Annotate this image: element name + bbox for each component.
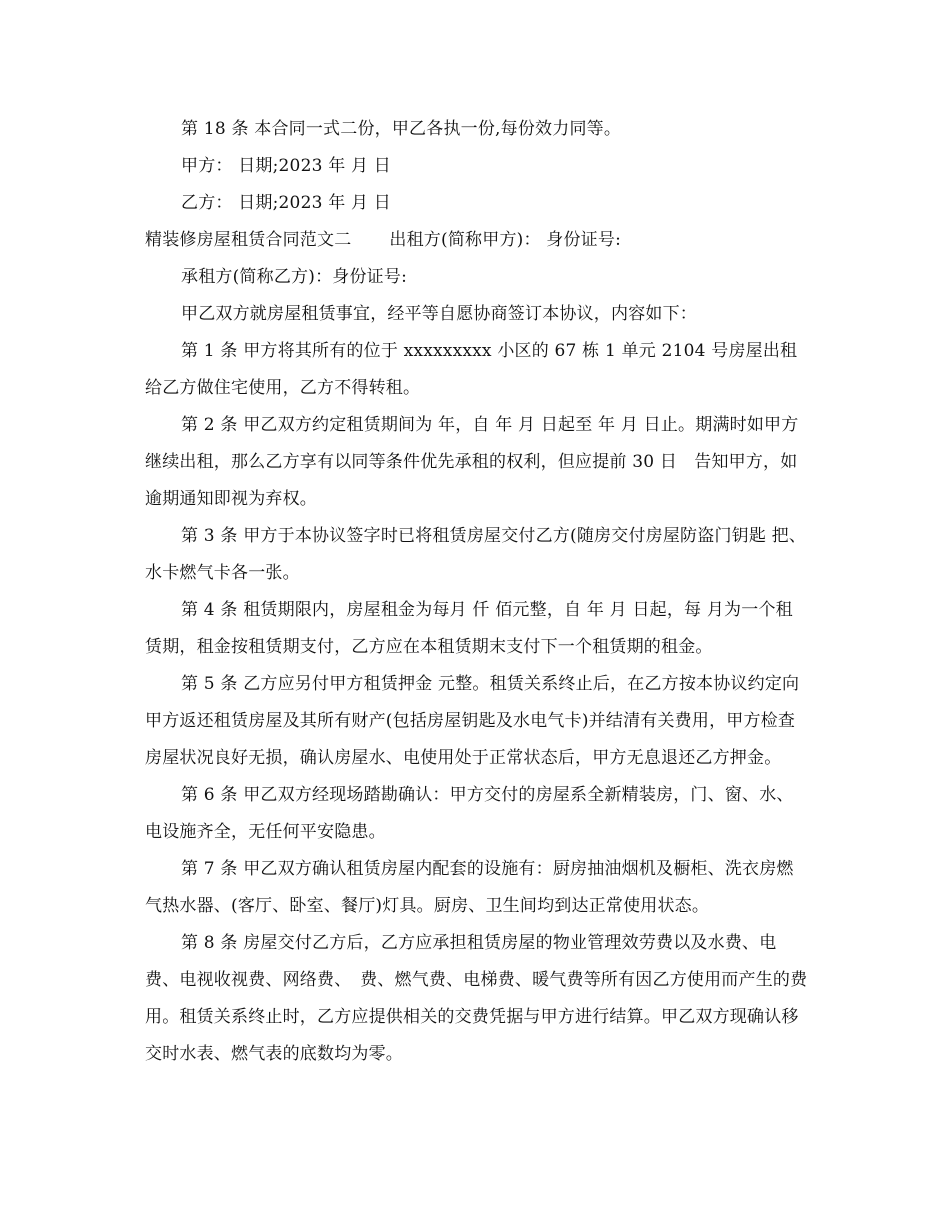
clause-1: 第 1 条 甲方将其所有的位于 xxxxxxxxx 小区的 67 栋 1 单元 2104 号房屋出租给乙方做住宅使用，乙方不得转租。 xyxy=(145,341,798,398)
clause-18: 第 18 条 本合同一式二份，甲乙各执一份,每份效力同等。 xyxy=(181,119,622,139)
document-body xyxy=(145,111,809,1073)
party-b-signature-line: 乙方： 日期;2023 年 月 日 xyxy=(181,193,392,213)
clause-2: 第 2 条 甲乙双方约定租赁期间为 年，自 年 月 日起至 年 月 日止。期满时如甲方继续出租，那么乙方享有以同等条件优先承租的权利，但应提前 30 日 告知甲方，如逾期通知即视为弃权。 xyxy=(145,415,799,509)
clause-6: 第 6 条 甲乙双方经现场踏勘确认：甲方交付的房屋系全新精装房，门、窗、水、电设施齐全，无任何平安隐患。 xyxy=(145,785,794,842)
intro-paragraph: 甲乙双方就房屋租赁事宜，经平等自愿协商签订本协议，内容如下： xyxy=(181,304,697,324)
clause-8: 第 8 条 房屋交付乙方后，乙方应承担租赁房屋的物业管理效劳费以及水费、电费、电视收视费、网络费、 费、燃气费、电梯费、暖气费等所有因乙方使用而产生的费用。租赁关系终止时，乙方应提供相关的交费凭据与甲方进行结算。甲乙双方现确认移交时水表、燃气表的底数均为零。 xyxy=(145,933,808,1064)
clause-3: 第 3 条 甲方于本协议签字时已将租赁房屋交付乙方(随房交付房屋防盗门钥匙 把、水卡燃气卡各一张。 xyxy=(145,526,807,583)
clause-7: 第 7 条 甲乙双方确认租赁房屋内配套的设施有：厨房抽油烟机及橱柜、洗衣房燃气热水器、(客厅、卧室、餐厅)灯具。厨房、卫生间均到达正常使用状态。 xyxy=(145,859,794,916)
contract-title: 精装修房屋租赁合同范文二 xyxy=(145,230,352,250)
clause-5: 第 5 条 乙方应另付甲方租赁押金 元整。租赁关系终止后，在乙方按本协议约定向甲方返还租赁房屋及其所有财产(包括房屋钥匙及水电气卡)并结清有关费用，甲方检查房屋状况良好无损，确认房屋水、电使用处于正常状态后，甲方无息退还乙方押金。 xyxy=(145,674,800,768)
contract-heading-line xyxy=(145,222,809,259)
lessor-line: 出租方(简称甲方)： 身份证号: xyxy=(389,230,622,250)
party-a-signature-line: 甲方： 日期;2023 年 月 日 xyxy=(181,156,392,176)
lessee-line: 承租方(简称乙方)：身份证号: xyxy=(181,267,407,287)
clause-4: 第 4 条 租赁期限内，房屋租金为每月 仟 佰元整，自 年 月 日起，每 月为一个租赁期，租金按租赁期支付，乙方应在本租赁期末支付下一个租赁期的租金。 xyxy=(145,600,793,657)
